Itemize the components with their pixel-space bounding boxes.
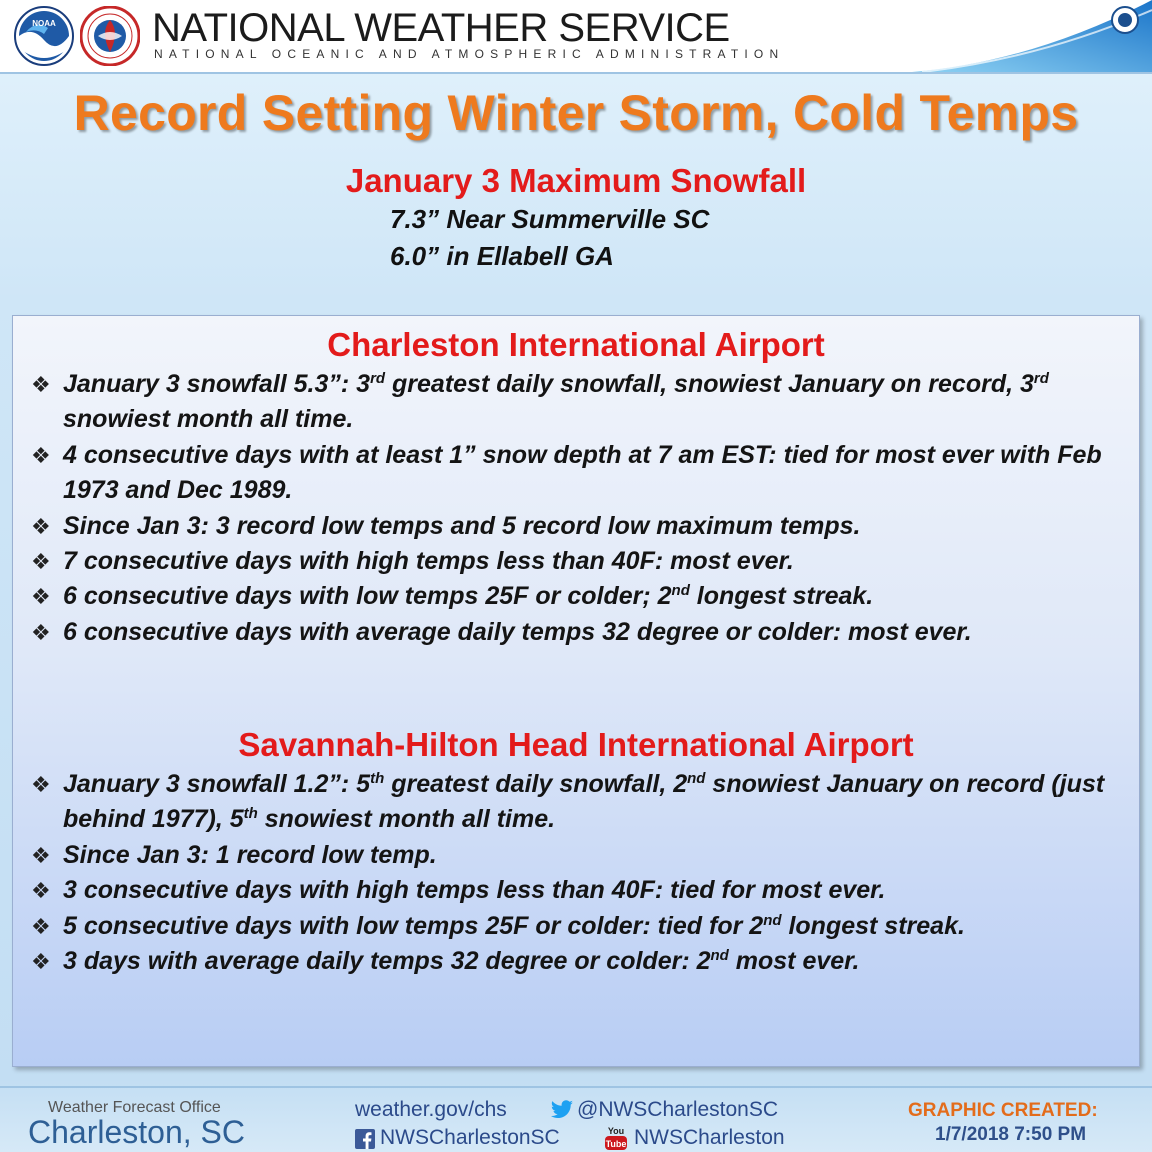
bullet-item xyxy=(13,767,1139,838)
diamond-bullet-icon: ❖ xyxy=(31,549,51,575)
summary-line-summerville: 7.3” Near Summerville SC xyxy=(390,204,710,234)
diamond-bullet-icon: ❖ xyxy=(31,584,51,610)
diamond-bullet-icon: ❖ xyxy=(31,949,51,975)
records-panel xyxy=(12,315,1140,1067)
diamond-bullet-icon: ❖ xyxy=(31,842,51,868)
bullet-text: January 3 snowfall 1.2”: 5 xyxy=(63,770,371,798)
svg-text:Tube: Tube xyxy=(605,1139,627,1149)
header-banner xyxy=(0,0,1152,72)
bullet-item xyxy=(13,873,1139,908)
diamond-bullet-icon: ❖ xyxy=(31,619,51,645)
twitter-handle-link[interactable]: @NWSCharlestonSC xyxy=(577,1098,779,1121)
bullet-text: 6 consecutive days with average daily temps 32 degree or colder: most ever. xyxy=(63,617,972,646)
header-divider xyxy=(0,72,1152,74)
bullet-text: 3 consecutive days with high temps less than 40F: tied for most ever. xyxy=(63,876,886,905)
bullet-item xyxy=(13,838,1139,873)
ordinal-suffix: nd xyxy=(671,582,690,600)
savannah-bullet-list xyxy=(13,767,1139,979)
bullet-text: most ever. xyxy=(728,947,860,976)
bullet-item xyxy=(13,615,1139,650)
bullet-item xyxy=(13,438,1139,509)
summary-heading: January 3 Maximum Snowfall xyxy=(345,162,807,199)
youtube-icon xyxy=(604,1124,628,1152)
section-title-charleston: Charleston International Airport xyxy=(327,326,825,363)
bullet-text: longest streak. xyxy=(689,582,874,611)
diamond-bullet-icon: ❖ xyxy=(31,913,51,939)
footer xyxy=(0,1088,1152,1152)
diamond-bullet-icon: ❖ xyxy=(31,513,51,539)
website-link[interactable]: weather.gov/chs xyxy=(355,1098,507,1121)
ordinal-suffix: nd xyxy=(687,770,706,787)
bullet-item xyxy=(13,509,1139,544)
graphic-created-date: 1/7/2018 7:50 PM xyxy=(935,1124,1087,1145)
diamond-bullet-icon: ❖ xyxy=(31,442,51,468)
bullet-item xyxy=(13,367,1139,438)
bullet-text: snowiest month all time. xyxy=(257,805,556,834)
ordinal-suffix: nd xyxy=(710,947,729,965)
agency-subtitle: NATIONAL OCEANIC AND ATMOSPHERIC ADMINISTRATION xyxy=(154,47,785,61)
office-city: Charleston, SC xyxy=(28,1114,245,1150)
bullet-text: 4 consecutive days with at least 1” snow depth at 7 am EST: tied for most ever with Feb 1973 and Dec 1989. xyxy=(63,440,1102,505)
bullet-text: 6 consecutive days with low temps 25F or colder; 2 xyxy=(63,582,672,611)
svg-text:NOAA: NOAA xyxy=(32,19,56,28)
twitter-icon xyxy=(550,1100,574,1120)
bullet-text: 7 consecutive days with high temps less than 40F: most ever. xyxy=(63,547,794,576)
bullet-text: 3 days with average daily temps 32 degree or colder: 2 xyxy=(63,947,711,976)
bullet-text: January 3 snowfall 5.3”: 3 xyxy=(63,370,371,398)
bullet-text: Since Jan 3: 3 record low temps and 5 record low maximum temps. xyxy=(63,511,861,540)
header-swoosh-decoration xyxy=(912,0,1152,72)
noaa-logo xyxy=(14,6,74,66)
bullet-text: Since Jan 3: 1 record low temp. xyxy=(63,840,437,869)
diamond-bullet-icon: ❖ xyxy=(31,372,51,397)
bullet-text: snowiest month all time. xyxy=(63,405,354,434)
diamond-bullet-icon: ❖ xyxy=(31,878,51,904)
ordinal-suffix: rd xyxy=(370,370,386,387)
ordinal-suffix: rd xyxy=(1033,370,1049,387)
svg-text:You: You xyxy=(607,1126,625,1136)
nws-logo xyxy=(80,6,140,66)
bullet-text: 5 consecutive days with low temps 25F or colder: tied for 2 xyxy=(63,911,764,940)
charleston-bullet-list xyxy=(13,367,1139,650)
bullet-item xyxy=(13,544,1139,579)
bullet-text: greatest daily snowfall, snowiest January on record, 3 xyxy=(385,370,1034,398)
graphic-created-label: GRAPHIC CREATED: xyxy=(908,1100,1098,1121)
agency-name: NATIONAL WEATHER SERVICE xyxy=(152,6,730,50)
bullet-item xyxy=(13,909,1139,944)
bullet-text: greatest daily snowfall, 2 xyxy=(384,770,688,798)
office-label: Weather Forecast Office xyxy=(48,1099,221,1116)
bullet-item xyxy=(13,944,1139,979)
bullet-text: longest streak. xyxy=(781,911,965,940)
facebook-icon xyxy=(355,1129,375,1149)
facebook-page-link[interactable]: NWSCharlestonSC xyxy=(380,1126,560,1149)
summary-line-ellabell: 6.0” in Ellabell GA xyxy=(390,241,614,271)
youtube-channel-link[interactable]: NWSCharleston xyxy=(634,1126,785,1149)
bullet-text: snowiest January on record (just behind 1977), 5 xyxy=(63,770,1105,834)
ordinal-suffix: nd xyxy=(763,911,782,929)
ordinal-suffix: th xyxy=(243,805,258,823)
section-title-savannah: Savannah-Hilton Head International Airport xyxy=(238,726,914,763)
bullet-item xyxy=(13,579,1139,614)
page-title: Record Setting Winter Storm, Cold Temps xyxy=(73,85,1079,141)
diamond-bullet-icon: ❖ xyxy=(31,772,51,797)
ordinal-suffix: th xyxy=(370,770,385,787)
